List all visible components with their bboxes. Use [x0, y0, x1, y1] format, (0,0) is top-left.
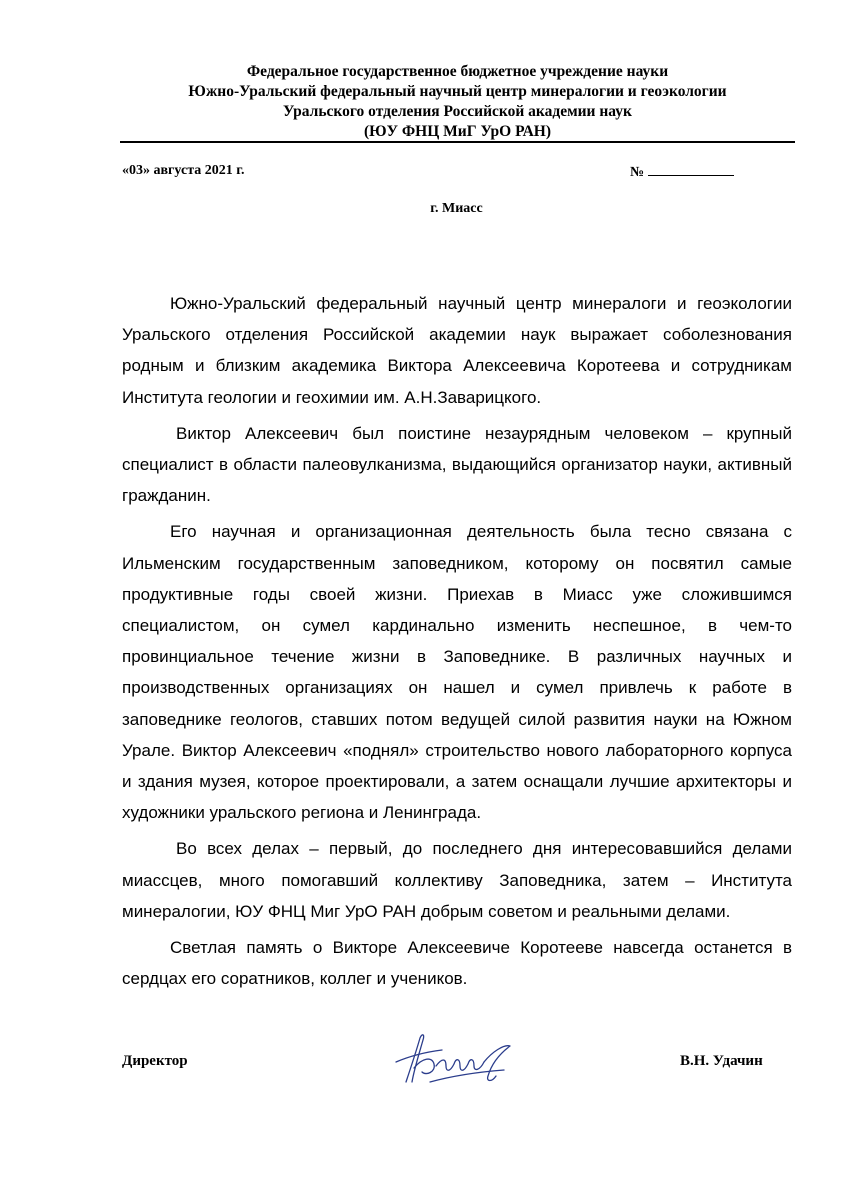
letterhead-divider: [120, 141, 795, 143]
letter-body: [122, 288, 792, 999]
document-number-label: №: [630, 165, 645, 180]
signer-name: В.Н. Удачин: [680, 1053, 763, 1069]
handwritten-signature: [392, 1032, 516, 1088]
letterhead-line-4: (ЮУ ФНЦ МиГ УрО РАН): [363, 123, 551, 140]
document-number-blank: [648, 163, 734, 176]
signer-title: Директор: [122, 1053, 188, 1069]
letterhead-line-2: Южно-Уральский федеральный научный центр минералогии и геоэкологии: [188, 83, 727, 100]
paragraph-3: Его научная и организационная деятельность была тесно связана с Ильменским государственным заповедником, которому он посвятил самые продуктивные годы своей жизни. Приехав в Миасс уже сложившимся специалистом, он сумел кардинально изменить неспешное, в чем-то провинциальное течение жизни в Заповеднике. В различных научных и производственных организациях он нашел и сумел привлечь к работе в заповеднике геологов, ставших потом ведущей силой развития науки на Южном Урале. Виктор Алексеевич «поднял» строительство нового лабораторного корпуса и здания музея, которое проектировали, а затем оснащали лучшие архитекторы и художники уральского региона и Ленинграда.: [122, 522, 792, 823]
letterhead-line-1: Федеральное государственное бюджетное учреждение науки: [246, 63, 669, 80]
document-city: г. Миасс: [430, 201, 483, 216]
document-number: [630, 163, 734, 181]
paragraph-4: Во всех делах – первый, до последнего дня интересовавшийся делами миассцев, много помогавший коллективу Заповедника, затем – Института минералогии, ЮУ ФНЦ Миг УрО РАН добрым советом и реальными делами.: [122, 839, 792, 921]
paragraph-1: Южно-Уральский федеральный научный центр минералоги и геоэкологии Уральского отделения Российской академии наук выражает соболезнования родным и близким академика Виктора Алексеевича Коротеева и сотрудникам Института геологии и геохимии им. А.Н.Заварицкого.: [122, 294, 792, 407]
paragraph-2: Виктор Алексеевич был поистине незаурядным человеком – крупный специалист в области палеовулканизма, выдающийся организатор науки, активный гражданин.: [122, 423, 792, 506]
letterhead-line-3: Уральского отделения Российской академии наук: [283, 103, 632, 120]
paragraph-5: Светлая память о Викторе Алексеевиче Коротееве навсегда останется в сердцах его соратников, коллег и учеников.: [122, 938, 792, 989]
letterhead: [120, 62, 795, 142]
document-date: «03» августа 2021 г.: [122, 163, 245, 178]
